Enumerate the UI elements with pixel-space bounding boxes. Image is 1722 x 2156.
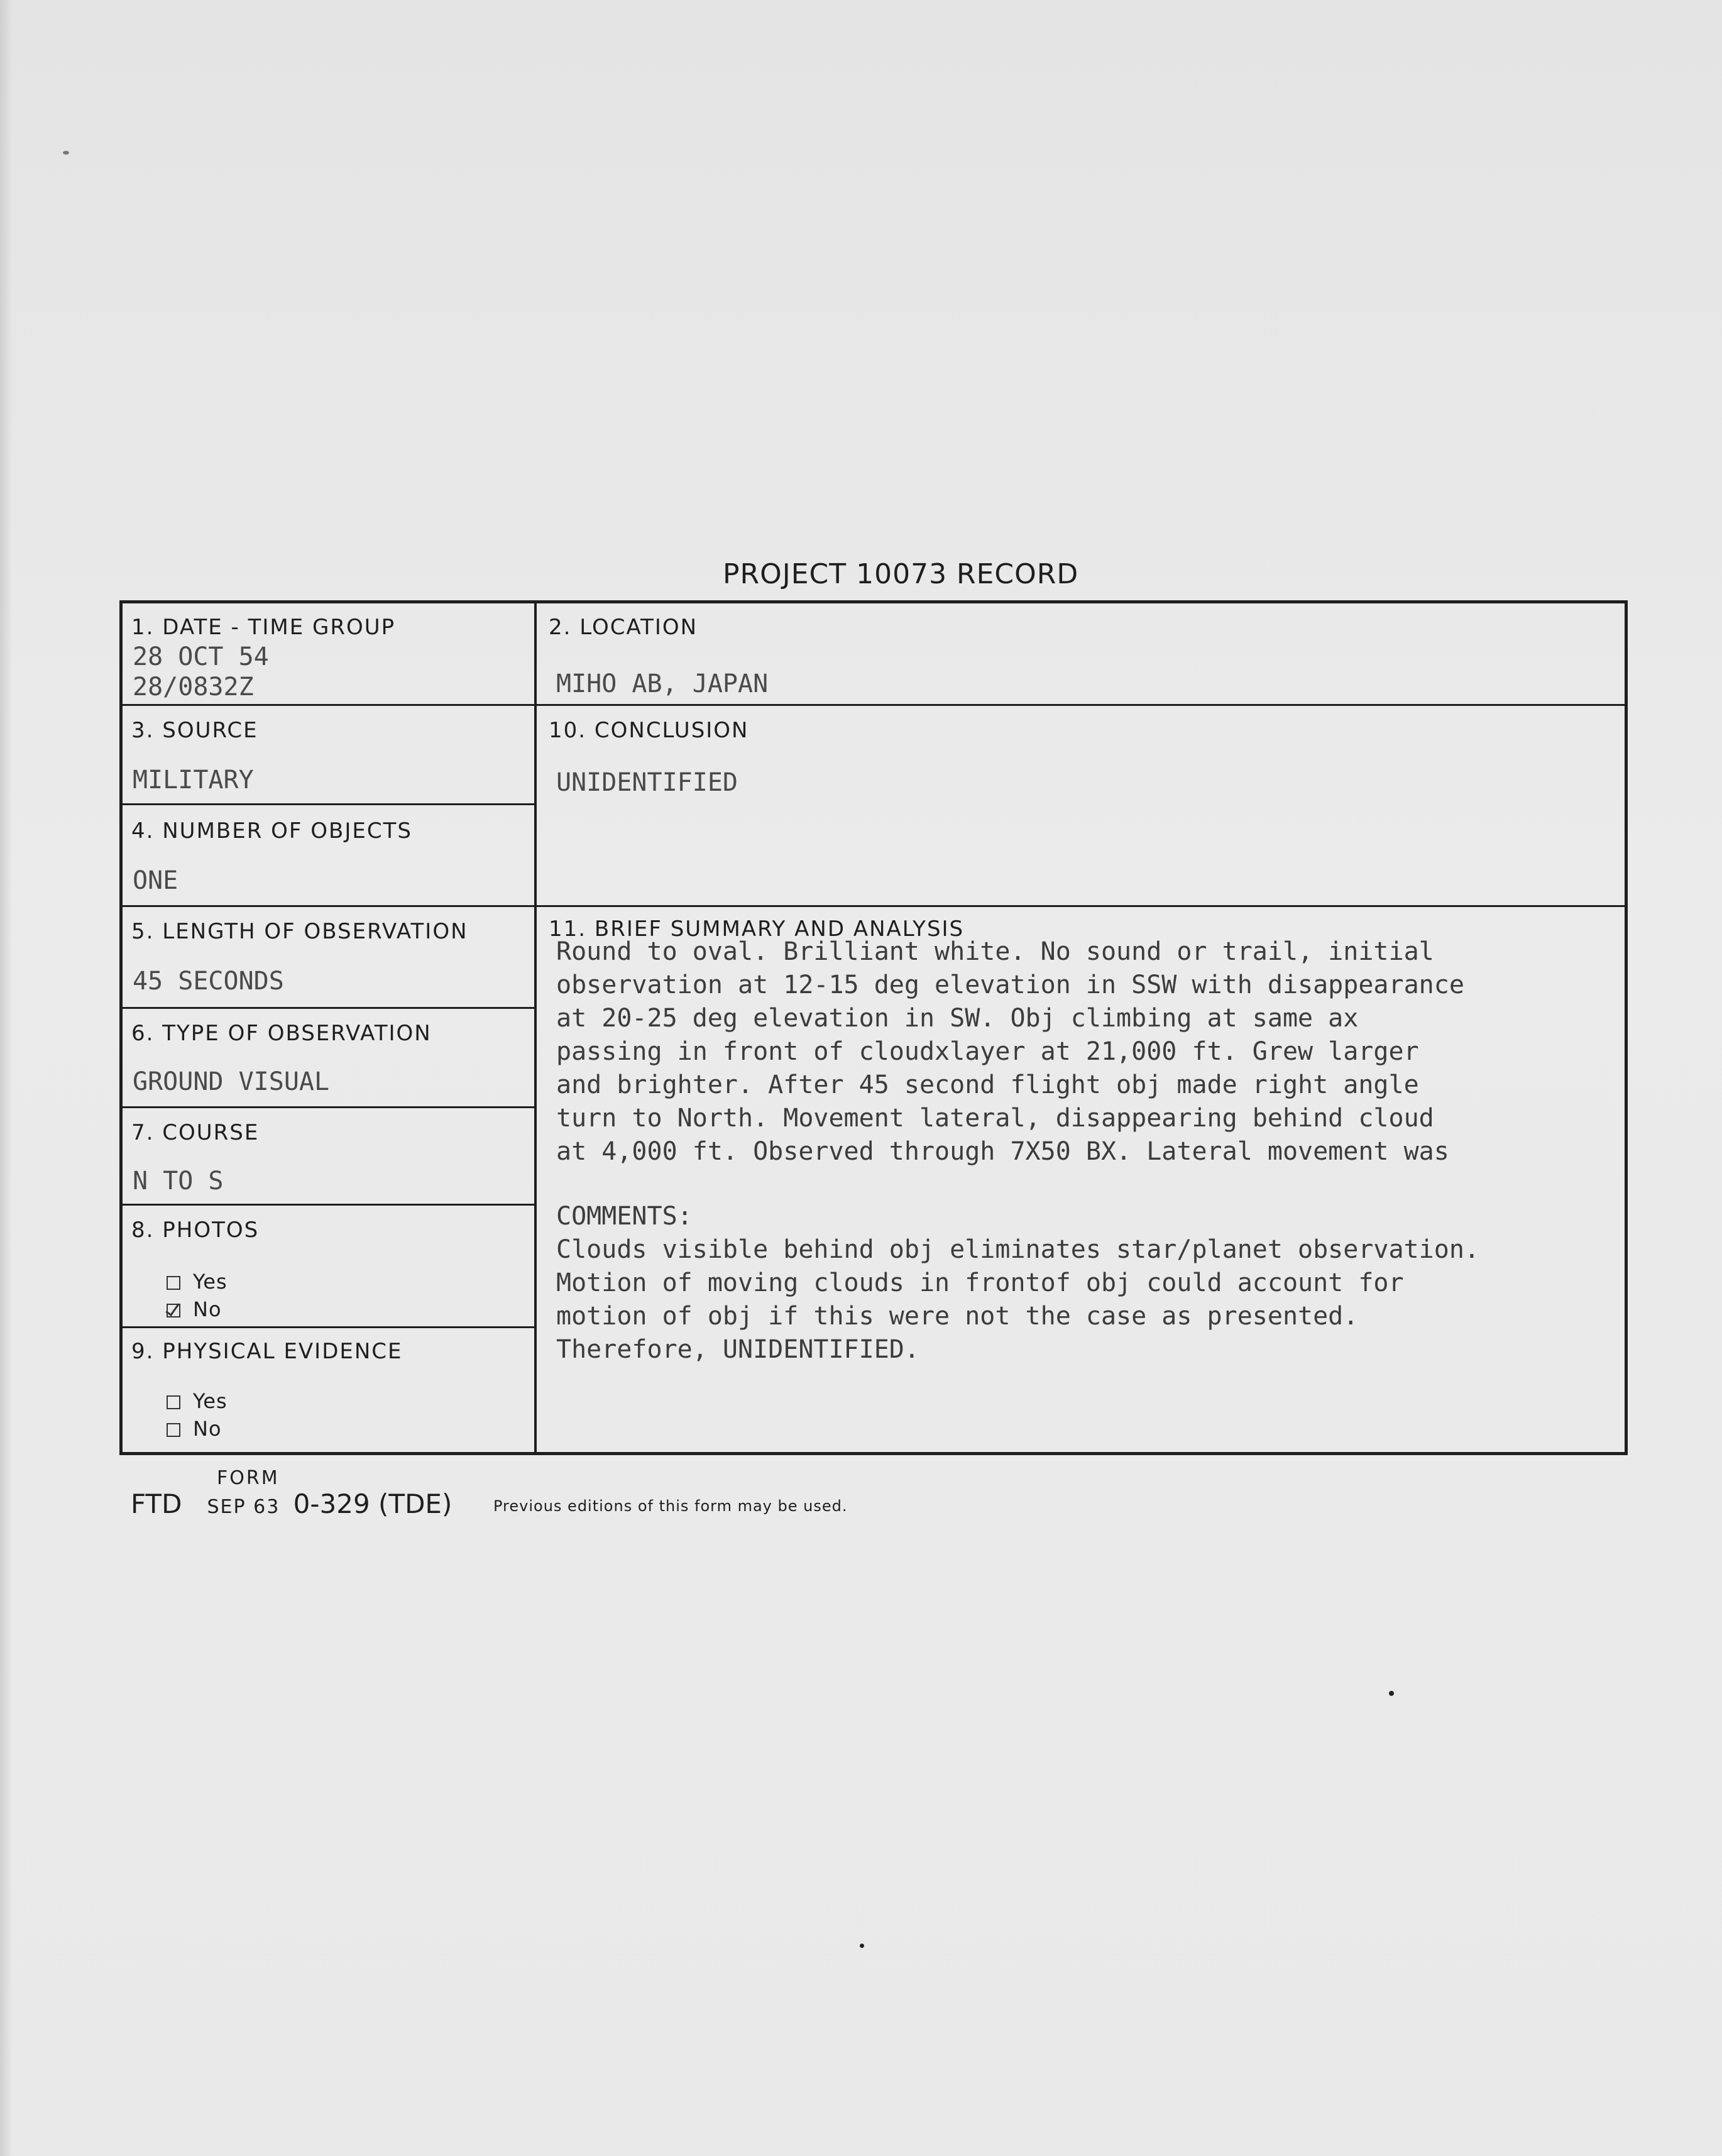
comments-text: Clouds visible behind obj eliminates star/planet observation. Motion of moving clouds in frontof obj could account for motion of obj if this were not the case as presented. Therefore, UNIDENTIFIED. bbox=[556, 1235, 1480, 1364]
course-value: N TO S bbox=[133, 1167, 224, 1196]
photos-yes-checkbox[interactable] bbox=[167, 1276, 180, 1290]
course-label: 7. COURSE bbox=[131, 1120, 260, 1145]
row-divider bbox=[123, 1204, 534, 1206]
conclusion-value: UNIDENTIFIED bbox=[556, 768, 738, 797]
comments-label: COMMENTS: bbox=[556, 1202, 693, 1231]
location-value: MIHO AB, JAPAN bbox=[556, 669, 769, 698]
photos-no-label: No bbox=[193, 1297, 222, 1321]
row-divider bbox=[123, 1007, 534, 1009]
physical-evidence-yes-label: Yes bbox=[193, 1389, 228, 1413]
summary-text: Round to oval. Brilliant white. No sound or trail, initial observation at 12-15 deg elevation in SSW with disappearance at 20-25 deg elevation in SW. Obj climbing at same ax passing in front of cloudxlayer at 21,000 ft. Grew larger and brighter. After 45 second flight obj made right angle turn to North. Movement lateral, disappearing behind cloud at 4,000 ft. Observed through 7X50 BX. Lateral movement was bbox=[556, 937, 1464, 1166]
footer-note: Previous editions of this form may be used. bbox=[493, 1497, 848, 1515]
photos-yes-label: Yes bbox=[193, 1270, 228, 1294]
photos-label: 8. PHOTOS bbox=[131, 1218, 260, 1243]
scan-speck bbox=[860, 1944, 864, 1948]
summary-label: 11. BRIEF SUMMARY AND ANALYSIS bbox=[549, 916, 965, 942]
number-of-objects-value: ONE bbox=[133, 866, 178, 895]
footer-form-label: FORM bbox=[217, 1467, 280, 1489]
footer-form-number: 0-329 (TDE) bbox=[293, 1488, 452, 1519]
date-value: 28 OCT 54 bbox=[133, 642, 269, 671]
physical-evidence-label: 9. PHYSICAL EVIDENCE bbox=[131, 1339, 403, 1364]
photos-no-checkbox[interactable] bbox=[167, 1304, 180, 1317]
type-of-observation-label: 6. TYPE OF OBSERVATION bbox=[131, 1021, 432, 1046]
physical-evidence-yes-checkbox[interactable] bbox=[167, 1395, 180, 1409]
physical-evidence-no-option[interactable] bbox=[167, 1417, 222, 1441]
row-divider bbox=[123, 1326, 534, 1328]
column-divider bbox=[534, 603, 537, 1452]
number-of-objects-label: 4. NUMBER OF OBJECTS bbox=[131, 818, 412, 844]
time-group-value: 28/0832Z bbox=[133, 673, 254, 701]
row-divider bbox=[123, 905, 1625, 907]
page-title: PROJECT 10073 RECORD bbox=[723, 558, 1079, 590]
source-value: MILITARY bbox=[133, 766, 254, 795]
length-of-observation-value: 45 SECONDS bbox=[133, 967, 284, 996]
record-form bbox=[119, 600, 1628, 1455]
physical-evidence-no-label: No bbox=[193, 1417, 222, 1441]
photos-yes-option[interactable] bbox=[167, 1270, 228, 1294]
scan-speck bbox=[63, 151, 69, 155]
row-divider bbox=[123, 1106, 534, 1108]
photos-no-option[interactable] bbox=[167, 1297, 222, 1321]
row-divider bbox=[123, 803, 534, 805]
date-time-label: 1. DATE - TIME GROUP bbox=[131, 615, 396, 640]
scan-speck bbox=[1389, 1691, 1394, 1696]
footer-date-code: SEP 63 bbox=[207, 1496, 280, 1518]
conclusion-label: 10. CONCLUSION bbox=[549, 718, 749, 743]
row-divider bbox=[123, 704, 1625, 706]
type-of-observation-value: GROUND VISUAL bbox=[133, 1067, 330, 1096]
length-of-observation-label: 5. LENGTH OF OBSERVATION bbox=[131, 919, 468, 944]
scan-edge-shadow bbox=[0, 0, 13, 2156]
source-label: 3. SOURCE bbox=[131, 718, 258, 743]
physical-evidence-yes-option[interactable] bbox=[167, 1389, 228, 1413]
footer-form-id bbox=[131, 1488, 452, 1519]
physical-evidence-no-checkbox[interactable] bbox=[167, 1423, 180, 1437]
footer-org: FTD bbox=[131, 1488, 182, 1519]
location-label: 2. LOCATION bbox=[549, 615, 698, 640]
